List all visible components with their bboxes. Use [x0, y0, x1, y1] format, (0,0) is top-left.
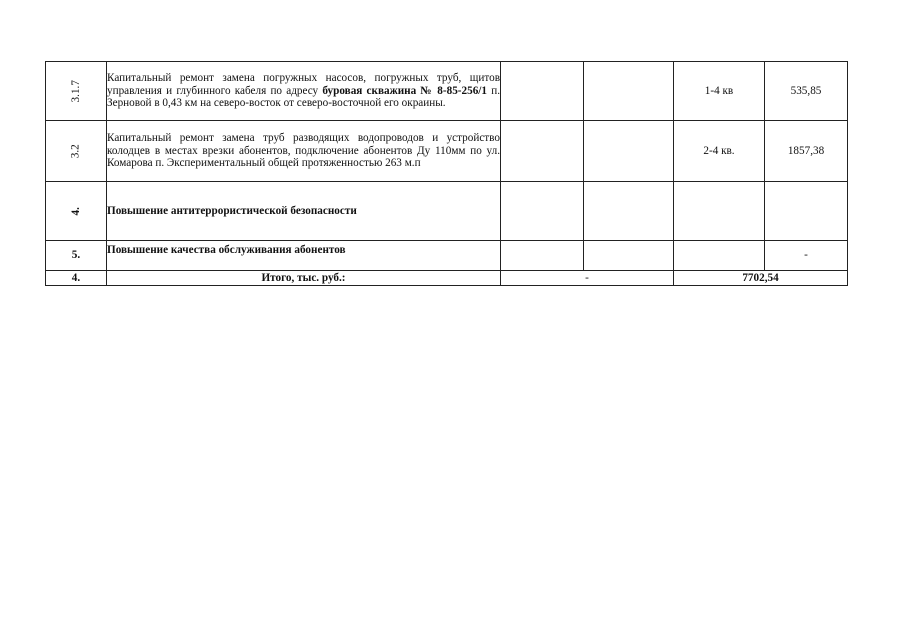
row-number-cell — [46, 182, 107, 241]
total-number: 4. — [46, 271, 107, 286]
empty-cell — [674, 182, 765, 241]
empty-cell — [584, 241, 674, 271]
table-row — [46, 121, 848, 182]
row-number-cell — [46, 62, 107, 121]
empty-cell — [765, 182, 848, 241]
section-row — [46, 241, 848, 271]
row-number-cell — [46, 121, 107, 182]
total-amount: 7702,54 — [674, 271, 848, 286]
plan-table — [45, 61, 848, 286]
description-tail: п. Зерновой в 0,43 км на северо-восток от северо-восточной его окраины. — [107, 84, 500, 110]
description-text: Капитальный ремонт замена погружных насосов, погружных труб, щитов управления и глубинного кабеля по адресу — [107, 72, 500, 97]
empty-cell — [501, 62, 584, 121]
table-row — [46, 62, 848, 121]
amount-cell: 535,85 — [765, 62, 848, 121]
empty-cell — [584, 121, 674, 182]
row-number: 3.2 — [69, 144, 82, 158]
empty-cell — [501, 182, 584, 241]
empty-cell — [584, 62, 674, 121]
period-cell: 1-4 кв — [674, 62, 765, 121]
description-cell: Капитальный ремонт замена труб разводящих водопроводов и устройство колодцев в местах врезки абонентов, подключение абонентов Ду 110мм по ул. Комарова п. Экспериментальный общей протяженностью 263 м.п — [107, 121, 501, 182]
total-mid-cell: - — [501, 271, 674, 286]
total-row — [46, 271, 848, 286]
section-title: Повышение качества обслуживания абонентов — [107, 241, 501, 271]
row-number: 3.1.7 — [69, 79, 82, 103]
empty-cell — [674, 241, 765, 271]
amount-cell: 1857,38 — [765, 121, 848, 182]
amount-cell: - — [765, 241, 848, 271]
section-row — [46, 182, 848, 241]
section-number: 4. — [69, 206, 82, 216]
empty-cell — [584, 182, 674, 241]
section-number: 5. — [46, 241, 107, 271]
period-cell: 2-4 кв. — [674, 121, 765, 182]
total-label: Итого, тыс. руб.: — [107, 271, 501, 286]
section-title: Повышение антитеррористической безопасности — [107, 182, 501, 241]
empty-cell — [501, 241, 584, 271]
empty-cell — [501, 121, 584, 182]
description-cell — [107, 62, 501, 121]
address-bold: буровая скважина № 8-85-256/1 — [322, 84, 487, 97]
